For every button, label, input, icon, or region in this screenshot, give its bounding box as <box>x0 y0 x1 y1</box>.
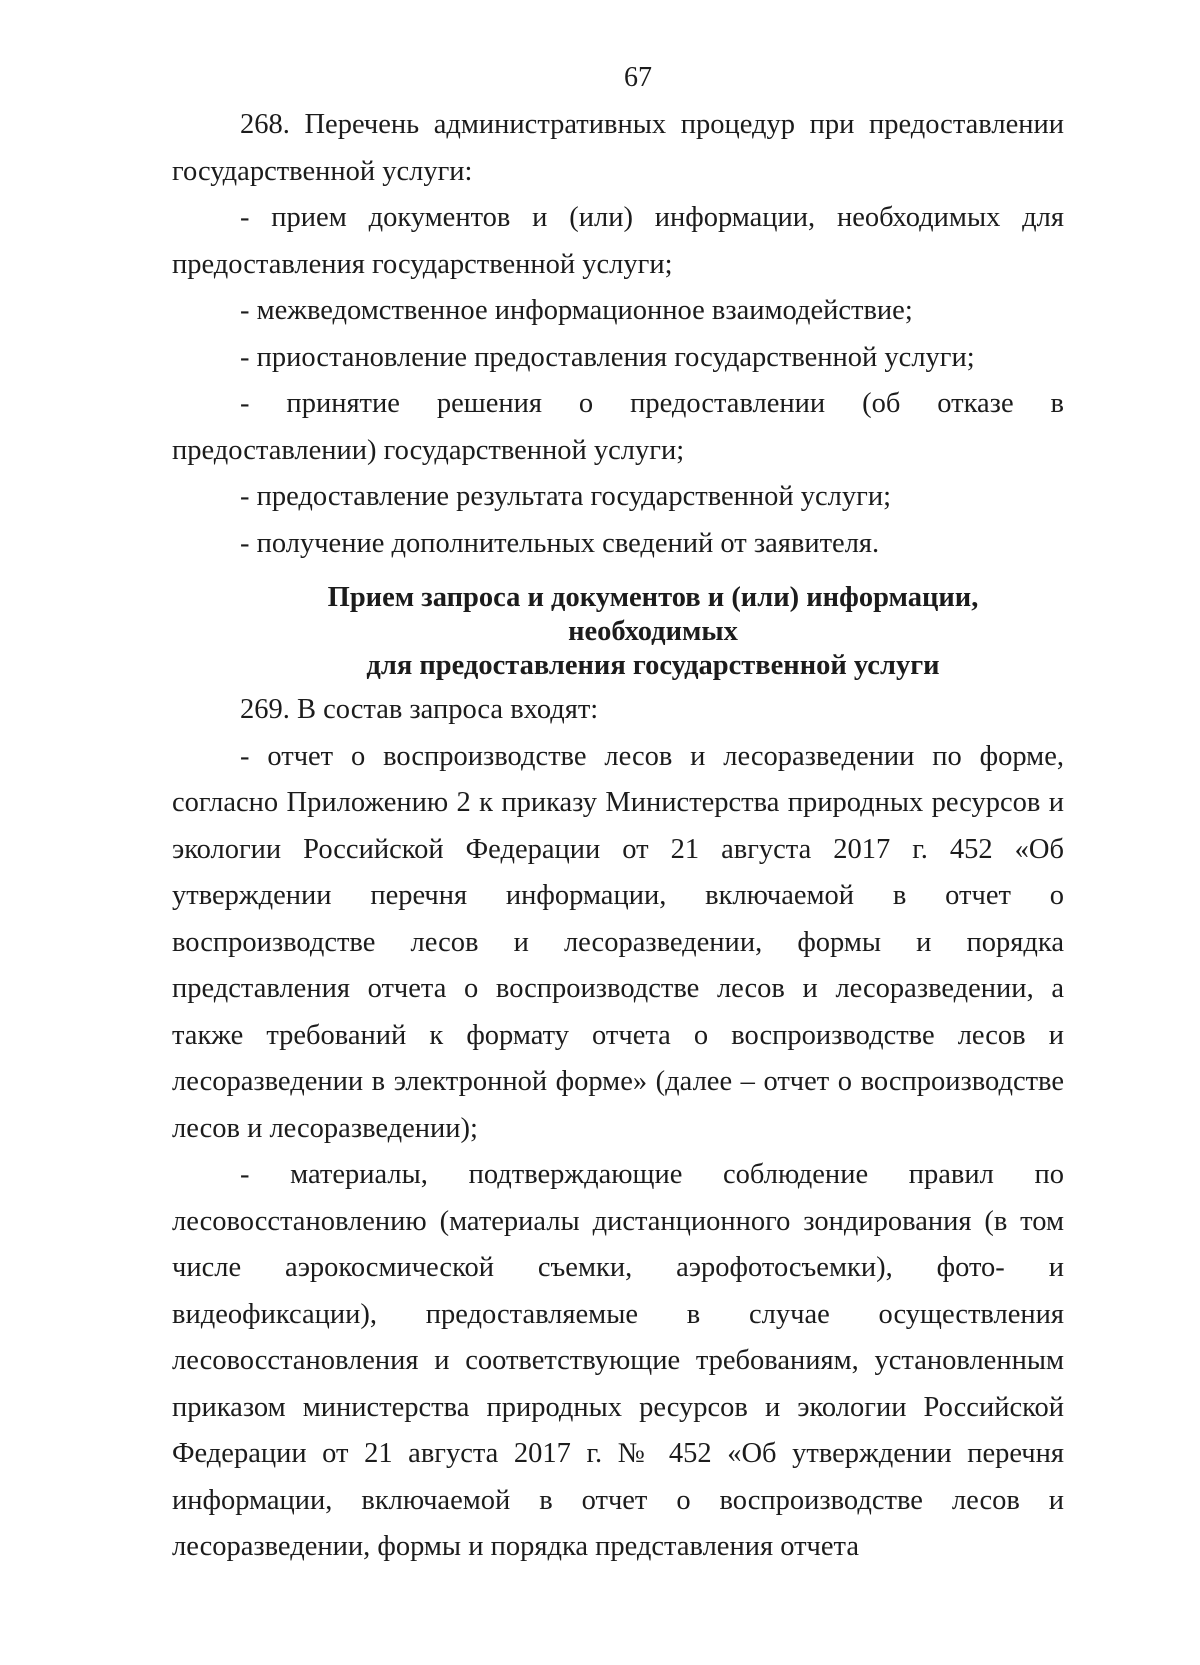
procedure-item-3: - приостановление предоставления государственной услуги; <box>240 341 975 373</box>
request-item-2: - материалы, подтверждающие соблюдение правил по лесовосстановлению (материалы дистанционного зондирования (в том числе аэрокосмической съемки, аэрофотосъемки), фото- и видеофиксации), предоставляемые в случае осуществления лесовосстановления и соответствующие требованиям, установленным приказом министерства природных ресурсов и экологии Российской Федерации от 21 августа 2017 г. № 452 «Об утверждении перечня информации, включаемой в отчет о воспроизводстве лесов и лесоразведении, формы и порядка представления отчета <box>172 1159 1064 1562</box>
document-page <box>172 60 1064 1571</box>
section-heading-line-1: Прием запроса и документов и (или) информации, необходимых <box>327 582 979 647</box>
procedure-item-5: - предоставление результата государственной услуги; <box>240 481 891 512</box>
procedure-item-6: - получение дополнительных сведений от заявителя. <box>240 527 880 559</box>
request-item-1: - отчет о воспроизводстве лесов и лесоразведении по форме, согласно Приложению 2 к приказу Министерства природных ресурсов и экологии Российской Федерации от 21 августа 2017 г. 452 «Об утверждении перечня информации, включаемой в отчет о воспроизводстве лесов и лесоразведении, формы и порядка представления отчета о воспроизводстве лесов и лесоразведении, а также требований к формату отчета о воспроизводстве лесов и лесоразведении в электронной форме» (далее – отчет о воспроизводстве лесов и лесоразведении); <box>172 740 1064 1144</box>
paragraph-268-intro: 268. Перечень административных процедур при предоставлении государственной услуги: <box>172 109 1064 187</box>
section-heading <box>172 581 1064 683</box>
page-number: 67 <box>624 62 652 93</box>
procedure-item-1: - прием документов и (или) информации, необходимых для предоставления государственной услуги; <box>172 202 1064 280</box>
procedure-item-2: - межведомственное информационное взаимодействие; <box>240 295 913 326</box>
paragraph-269-intro: 269. В состав запроса входят: <box>240 694 599 725</box>
procedure-item-4: - принятие решения о предоставлении (об отказе в предоставлении) государственной услуги; <box>172 388 1064 466</box>
section-heading-line-2: для предоставления государственной услуги <box>366 650 940 681</box>
